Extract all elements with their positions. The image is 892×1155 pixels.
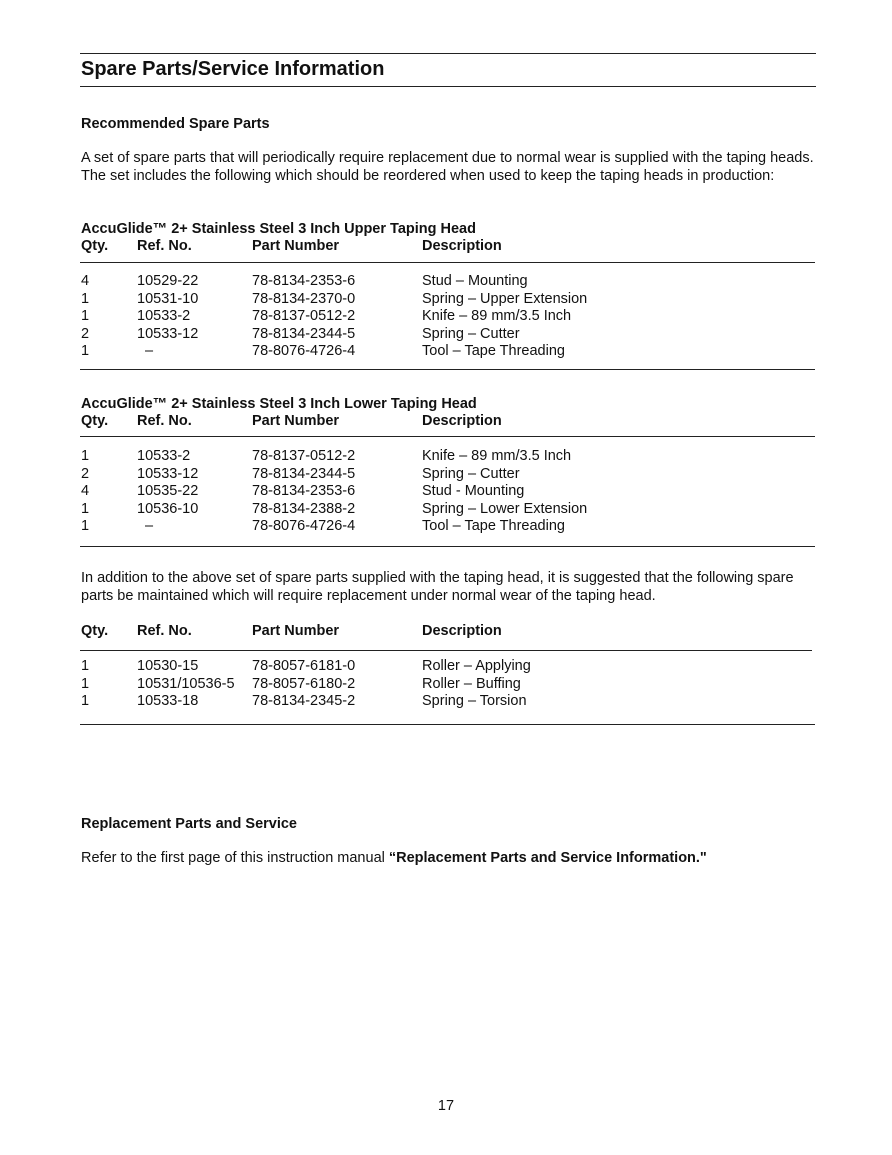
row-description: Spring – Upper Extension <box>422 290 588 307</box>
table-row <box>81 518 816 536</box>
row-qty: 1 <box>81 658 90 674</box>
col-qty: Qty. <box>81 413 109 429</box>
row-description: Spring – Torsion <box>422 693 527 709</box>
replacement-text-bold: “Replacement Parts and Service Information." <box>388 850 707 866</box>
table-row <box>81 448 816 466</box>
table-row <box>81 326 816 344</box>
col-description: Description <box>422 413 502 429</box>
additional-parts-table <box>81 623 816 709</box>
row-qty: 4 <box>81 273 90 289</box>
row-part-number: 78-8134-2344-5 <box>252 325 356 342</box>
row-ref-no: 10531-10 <box>137 290 199 307</box>
upper-head-table <box>81 221 816 359</box>
row-ref-no: 10533-2 <box>137 448 191 464</box>
row-ref-no: 10536-10 <box>137 500 199 517</box>
table-row <box>81 291 816 309</box>
row-ref-no: – <box>137 343 154 359</box>
row-qty: 1 <box>81 518 90 534</box>
lower-table-body <box>81 448 816 536</box>
table-row <box>81 343 816 361</box>
row-qty: 1 <box>81 448 90 464</box>
replacement-heading: Replacement Parts and Service <box>81 816 297 832</box>
lower-table-title: AccuGlide™ 2+ Stainless Steel 3 Inch Lower Taping Head <box>81 396 477 412</box>
col-ref-no: Ref. No. <box>137 238 192 254</box>
addition-line-2: parts be maintained which will require replacement under normal wear of the taping head. <box>81 587 656 604</box>
table-row <box>81 483 816 501</box>
col-part-number: Part Number <box>252 238 340 254</box>
col-ref-no: Ref. No. <box>137 623 192 639</box>
row-part-number: 78-8134-2353-6 <box>252 273 356 289</box>
row-part-number: 78-8076-4726-4 <box>252 343 356 359</box>
recommended-heading: Recommended Spare Parts <box>81 116 270 132</box>
table-row <box>81 308 816 326</box>
row-description: Knife – 89 mm/3.5 Inch <box>422 448 572 464</box>
row-ref-no: – <box>137 518 154 534</box>
row-description: Spring – Cutter <box>422 465 520 482</box>
row-qty: 2 <box>81 325 90 342</box>
row-qty: 1 <box>81 500 90 517</box>
row-part-number: 78-8134-2345-2 <box>252 693 356 709</box>
row-ref-no: 10529-22 <box>137 273 199 289</box>
row-qty: 2 <box>81 465 90 482</box>
row-description: Stud - Mounting <box>422 483 525 499</box>
header-rule <box>80 436 815 437</box>
col-qty: Qty. <box>81 623 109 639</box>
row-ref-no: 10533-18 <box>137 693 199 709</box>
table-row <box>81 273 816 291</box>
table-row <box>81 676 816 694</box>
row-part-number: 78-8057-6181-0 <box>252 658 356 674</box>
table-row <box>81 658 816 676</box>
upper-table-body <box>81 273 816 361</box>
row-qty: 4 <box>81 483 90 499</box>
row-description: Tool – Tape Threading <box>422 518 565 534</box>
row-description: Tool – Tape Threading <box>422 343 565 359</box>
header-rule <box>80 262 815 263</box>
lower-head-table <box>81 396 816 534</box>
row-part-number: 78-8134-2388-2 <box>252 500 356 517</box>
table-row <box>81 693 816 711</box>
recommended-line-2: The set includes the following which should be reordered when used to keep the taping heads in production: <box>81 167 775 184</box>
row-part-number: 78-8057-6180-2 <box>252 675 356 692</box>
row-qty: 1 <box>81 675 90 692</box>
table-end-rule <box>80 369 815 370</box>
table-row <box>81 466 816 484</box>
upper-table-title: AccuGlide™ 2+ Stainless Steel 3 Inch Upper Taping Head <box>81 221 476 237</box>
row-qty: 1 <box>81 693 90 709</box>
page-title-bar <box>80 53 816 87</box>
row-part-number: 78-8137-0512-2 <box>252 448 356 464</box>
additional-table-body <box>81 658 816 711</box>
col-qty: Qty. <box>81 238 109 254</box>
row-ref-no: 10533-2 <box>137 308 191 324</box>
row-part-number: 78-8134-2344-5 <box>252 465 356 482</box>
row-description: Spring – Cutter <box>422 325 520 342</box>
addition-intro <box>81 570 794 605</box>
lower-table-header <box>81 413 816 430</box>
row-part-number: 78-8137-0512-2 <box>252 308 356 324</box>
table-row <box>81 501 816 519</box>
table-end-rule <box>80 546 815 547</box>
row-qty: 1 <box>81 343 90 359</box>
col-description: Description <box>422 623 502 639</box>
table-end-rule <box>80 724 815 725</box>
col-ref-no: Ref. No. <box>137 413 192 429</box>
row-ref-no: 10530-15 <box>137 658 199 674</box>
col-description: Description <box>422 238 502 254</box>
row-description: Knife – 89 mm/3.5 Inch <box>422 308 572 324</box>
row-ref-no: 10531/10536-5 <box>137 675 235 692</box>
recommended-intro <box>81 150 814 185</box>
row-description: Roller – Applying <box>422 658 531 674</box>
row-part-number: 78-8076-4726-4 <box>252 518 356 534</box>
col-part-number: Part Number <box>252 623 340 639</box>
row-description: Spring – Lower Extension <box>422 500 588 517</box>
row-qty: 1 <box>81 290 90 307</box>
recommended-line-1: A set of spare parts that will periodically require replacement due to normal wear is supplied with the taping heads. <box>81 150 814 166</box>
col-part-number: Part Number <box>252 413 340 429</box>
row-description: Stud – Mounting <box>422 273 528 289</box>
row-part-number: 78-8134-2370-0 <box>252 290 356 307</box>
header-rule <box>80 650 812 651</box>
page-number: 17 <box>437 1098 455 1114</box>
row-ref-no: 10535-22 <box>137 483 199 499</box>
replacement-text <box>81 850 707 868</box>
upper-table-header <box>81 238 816 255</box>
page-title: Spare Parts/Service Information <box>81 58 385 80</box>
row-ref-no: 10533-12 <box>137 325 199 342</box>
row-part-number: 78-8134-2353-6 <box>252 483 356 499</box>
replacement-text-plain: Refer to the first page of this instruction manual <box>81 850 389 866</box>
additional-table-header <box>81 623 816 640</box>
row-qty: 1 <box>81 308 90 324</box>
row-ref-no: 10533-12 <box>137 465 199 482</box>
row-description: Roller – Buffing <box>422 675 521 692</box>
addition-line-1: In addition to the above set of spare parts supplied with the taping head, it is suggested that the following spare <box>81 570 794 586</box>
